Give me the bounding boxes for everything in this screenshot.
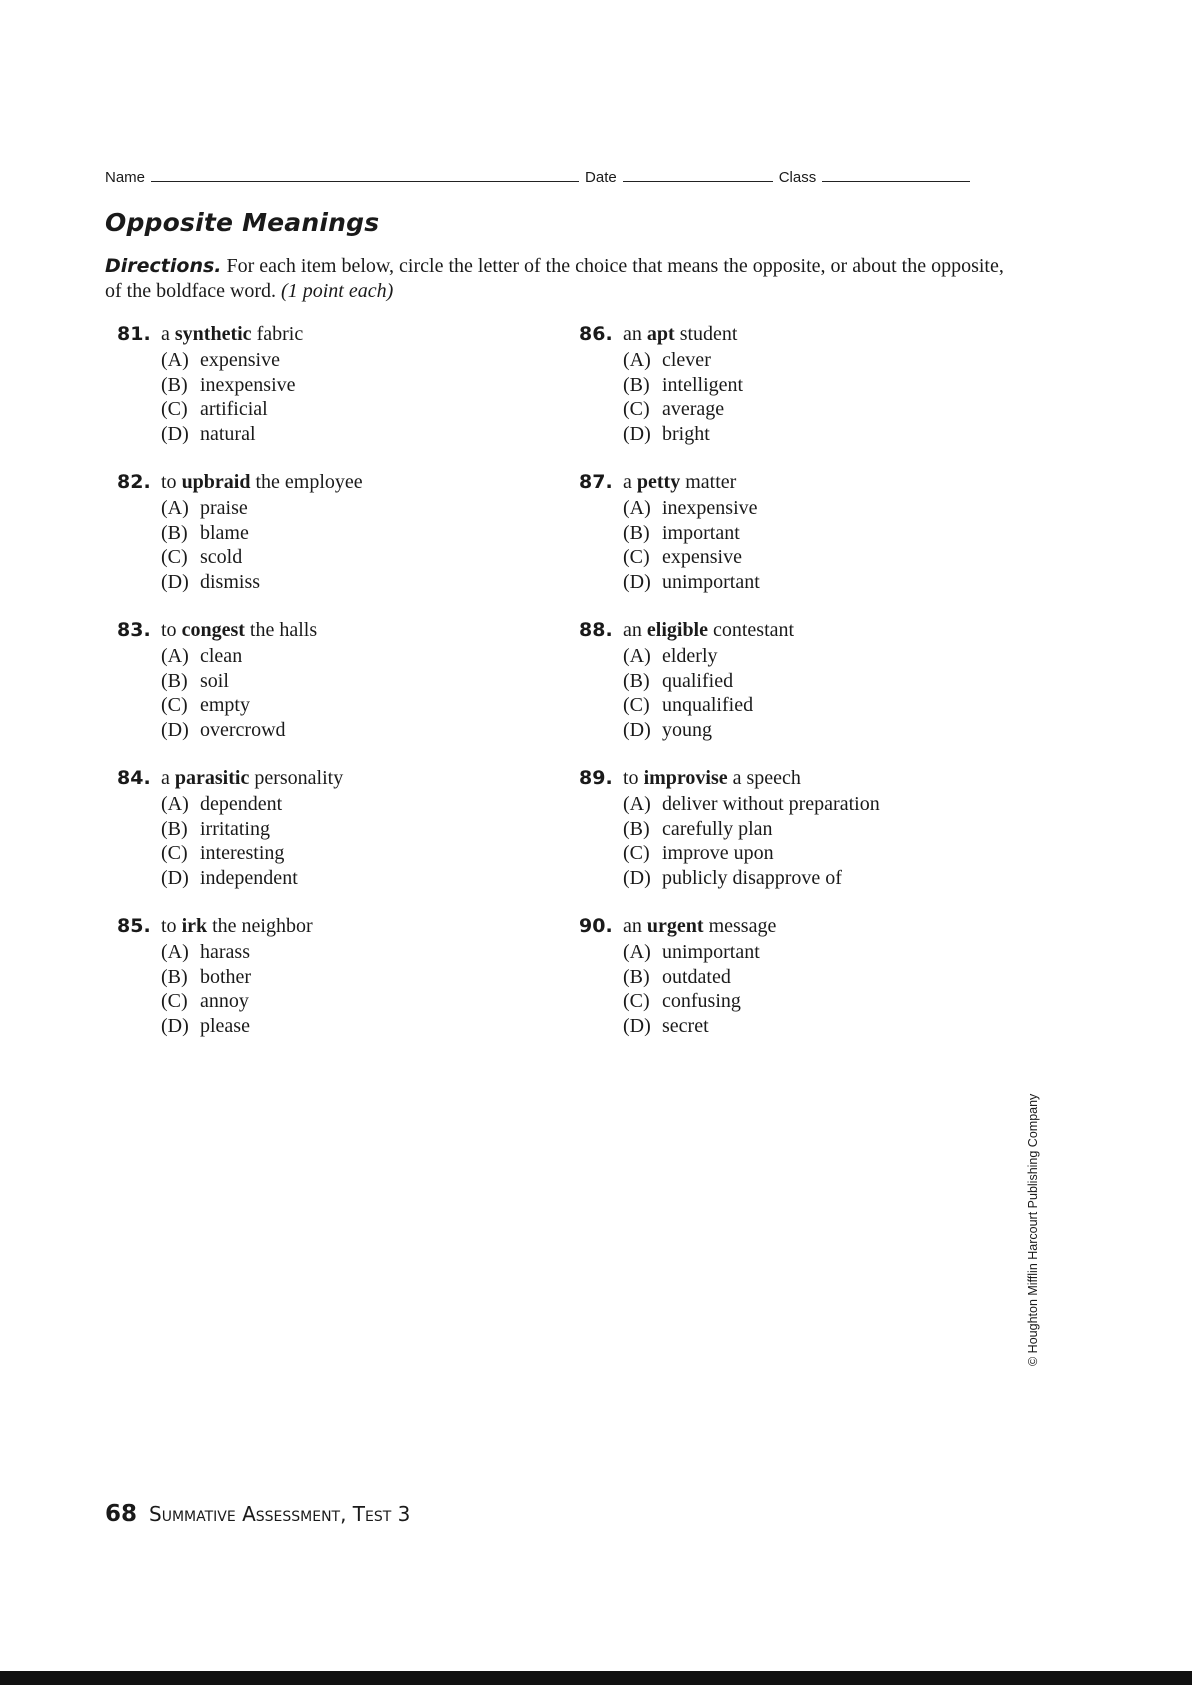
question-number: 89. — [579, 767, 613, 789]
prompt-tail: the neighbor — [212, 915, 313, 937]
option-text: deliver without preparation — [662, 793, 880, 815]
question-number: 85. — [117, 915, 151, 937]
boldface-word: congest — [181, 619, 245, 641]
answer-option[interactable] — [623, 792, 1019, 817]
answer-option[interactable] — [161, 545, 557, 570]
option-letter[interactable]: (C) — [623, 842, 650, 865]
option-letter[interactable]: (D) — [623, 422, 651, 445]
option-text: confusing — [662, 990, 741, 1013]
option-letter[interactable]: (B) — [623, 373, 650, 396]
option-text: expensive — [662, 546, 742, 569]
option-letter[interactable]: (B) — [623, 965, 650, 988]
prompt-lead: to — [161, 619, 177, 641]
answer-option[interactable] — [623, 718, 1019, 743]
copyright-notice: © Houghton Mifflin Harcourt Publishing Company — [1026, 1093, 1040, 1366]
prompt-tail: student — [679, 323, 738, 345]
option-letter[interactable]: (B) — [161, 373, 188, 396]
option-letter[interactable]: (C) — [161, 842, 188, 865]
option-text: interesting — [200, 842, 285, 865]
option-letter[interactable]: (C) — [161, 990, 188, 1013]
class-field-line[interactable] — [822, 181, 970, 182]
option-letter[interactable]: (C) — [161, 694, 188, 717]
question-item — [579, 912, 1019, 1060]
option-letter[interactable]: (A) — [161, 793, 189, 815]
question-number: 81. — [117, 323, 151, 345]
answer-option[interactable] — [623, 373, 1019, 398]
answer-option[interactable] — [161, 866, 557, 891]
question-item — [117, 468, 557, 616]
question-prompt — [117, 764, 557, 792]
option-text: bother — [200, 965, 252, 988]
option-letter[interactable]: (B) — [161, 669, 188, 692]
option-letter[interactable]: (A) — [623, 349, 651, 371]
answer-options — [117, 496, 557, 594]
prompt-tail: matter — [685, 471, 737, 493]
option-letter[interactable]: (D) — [623, 866, 651, 889]
option-text: artificial — [200, 398, 268, 421]
answer-options — [579, 792, 1019, 890]
answer-option[interactable] — [161, 989, 557, 1014]
option-text: dependent — [200, 793, 283, 815]
option-text: inexpensive — [662, 497, 758, 519]
answer-option[interactable] — [623, 348, 1019, 373]
boldface-word: improvise — [643, 767, 728, 789]
prompt-lead: a — [161, 323, 170, 345]
answer-option[interactable] — [161, 422, 557, 447]
question-item — [579, 764, 1019, 912]
option-letter[interactable]: (D) — [161, 866, 189, 889]
option-text: unqualified — [662, 694, 754, 717]
option-letter[interactable]: (D) — [623, 718, 651, 741]
option-letter[interactable]: (C) — [623, 990, 650, 1013]
boldface-word: irk — [181, 915, 208, 937]
answer-option[interactable] — [161, 669, 557, 694]
answer-option[interactable] — [161, 940, 557, 965]
answer-options — [117, 644, 557, 742]
option-text: soil — [200, 669, 229, 692]
prompt-lead: an — [623, 915, 642, 937]
prompt-lead: to — [161, 915, 177, 937]
answer-option[interactable] — [623, 570, 1019, 595]
question-prompt — [117, 616, 557, 644]
option-text: elderly — [662, 645, 718, 667]
question-prompt — [579, 616, 1019, 644]
prompt-lead: to — [161, 471, 177, 493]
answer-option[interactable] — [161, 521, 557, 546]
answer-option[interactable] — [161, 496, 557, 521]
option-text: harass — [200, 941, 250, 963]
question-number: 82. — [117, 471, 151, 493]
option-letter[interactable]: (A) — [623, 793, 651, 815]
option-letter[interactable]: (B) — [623, 521, 650, 544]
bottom-scan-edge — [0, 1671, 1192, 1685]
option-text: carefully plan — [662, 817, 773, 840]
date-field-line[interactable] — [623, 181, 773, 182]
answer-options — [117, 792, 557, 890]
option-text: annoy — [200, 990, 249, 1013]
option-text: overcrowd — [200, 718, 286, 741]
question-item — [117, 616, 557, 764]
option-text: improve upon — [662, 842, 774, 865]
answer-option[interactable] — [623, 693, 1019, 718]
answer-option[interactable] — [623, 866, 1019, 891]
directions-text: For each item below, circle the letter of the choice that means the opposite, or about the opposite, of the boldface word. — [105, 255, 1004, 302]
page-title: Opposite Meanings — [105, 208, 380, 237]
question-item — [579, 468, 1019, 616]
option-letter[interactable]: (A) — [161, 497, 189, 519]
footer-title: Summative Assessment, Test 3 — [149, 1502, 411, 1526]
option-text: bright — [662, 422, 710, 445]
option-text: unimportant — [662, 570, 760, 593]
name-field-line[interactable] — [151, 181, 579, 182]
questions-right-column — [579, 320, 1019, 1060]
answer-option[interactable] — [623, 669, 1019, 694]
answer-option[interactable] — [623, 965, 1019, 990]
answer-option[interactable] — [623, 940, 1019, 965]
option-text: please — [200, 1014, 250, 1037]
option-text: expensive — [200, 349, 280, 371]
page-footer — [105, 1501, 410, 1527]
option-text: average — [662, 398, 725, 421]
directions-note: (1 point each) — [281, 280, 394, 302]
question-item — [117, 912, 557, 1060]
prompt-tail: a speech — [732, 767, 801, 789]
answer-option[interactable] — [623, 817, 1019, 842]
question-number: 88. — [579, 619, 613, 641]
questions-left-column — [117, 320, 557, 1060]
date-label: Date — [585, 169, 617, 186]
option-text: clever — [662, 349, 711, 371]
answer-options — [579, 940, 1019, 1038]
answer-option[interactable] — [161, 817, 557, 842]
question-item — [117, 764, 557, 912]
boldface-word: eligible — [646, 619, 708, 641]
option-letter[interactable]: (D) — [161, 718, 189, 741]
question-prompt — [579, 764, 1019, 792]
answer-option[interactable] — [161, 397, 557, 422]
prompt-tail: contestant — [713, 619, 795, 641]
question-prompt — [579, 468, 1019, 496]
question-item — [117, 320, 557, 468]
question-number: 87. — [579, 471, 613, 493]
option-text: independent — [200, 866, 298, 889]
prompt-tail: the halls — [249, 619, 318, 641]
question-number: 83. — [117, 619, 151, 641]
option-letter[interactable]: (C) — [623, 694, 650, 717]
option-letter[interactable]: (A) — [161, 645, 189, 667]
option-letter[interactable]: (D) — [161, 570, 189, 593]
question-item — [579, 320, 1019, 468]
answer-option[interactable] — [161, 644, 557, 669]
answer-option[interactable] — [161, 693, 557, 718]
option-letter[interactable]: (B) — [161, 965, 188, 988]
option-text: natural — [200, 422, 256, 445]
question-prompt — [579, 320, 1019, 348]
answer-options — [579, 496, 1019, 594]
answer-option[interactable] — [623, 644, 1019, 669]
question-prompt — [579, 912, 1019, 940]
option-text: praise — [200, 497, 248, 519]
answer-option[interactable] — [161, 348, 557, 373]
answer-options — [579, 644, 1019, 742]
answer-option[interactable] — [623, 521, 1019, 546]
header-fields — [105, 162, 981, 186]
option-text: secret — [662, 1014, 709, 1037]
question-number: 90. — [579, 915, 613, 937]
boldface-word: petty — [636, 471, 681, 493]
option-letter[interactable]: (C) — [161, 546, 188, 569]
boldface-word: upbraid — [181, 471, 251, 493]
name-label: Name — [105, 169, 146, 186]
option-text: important — [662, 521, 740, 544]
option-text: dismiss — [200, 570, 261, 593]
page-number: 68 — [105, 1501, 138, 1527]
question-number: 86. — [579, 323, 613, 345]
option-letter[interactable]: (B) — [623, 817, 650, 840]
option-letter[interactable]: (A) — [623, 497, 651, 519]
option-text: empty — [200, 694, 250, 717]
question-number: 84. — [117, 767, 151, 789]
answer-option[interactable] — [161, 1014, 557, 1039]
option-letter[interactable]: (D) — [161, 1014, 189, 1037]
answer-options — [117, 348, 557, 446]
directions — [105, 254, 1005, 304]
prompt-lead: an — [623, 323, 642, 345]
option-letter[interactable]: (A) — [161, 941, 189, 963]
answer-option[interactable] — [161, 965, 557, 990]
answer-option[interactable] — [623, 989, 1019, 1014]
answer-option[interactable] — [161, 718, 557, 743]
option-text: scold — [200, 546, 243, 569]
option-letter[interactable]: (B) — [623, 669, 650, 692]
answer-option[interactable] — [623, 1014, 1019, 1039]
option-letter[interactable]: (A) — [161, 349, 189, 371]
answer-option[interactable] — [623, 397, 1019, 422]
boldface-word: urgent — [646, 915, 704, 937]
question-prompt — [117, 468, 557, 496]
prompt-lead: a — [623, 471, 632, 493]
answer-option[interactable] — [623, 422, 1019, 447]
question-item — [579, 616, 1019, 764]
boldface-word: parasitic — [174, 767, 250, 789]
option-letter[interactable]: (D) — [161, 422, 189, 445]
option-letter[interactable]: (B) — [161, 817, 188, 840]
option-text: young — [662, 718, 712, 741]
option-text: qualified — [662, 669, 734, 692]
option-letter[interactable]: (A) — [623, 645, 651, 667]
question-prompt — [117, 912, 557, 940]
answer-option[interactable] — [161, 792, 557, 817]
answer-options — [579, 348, 1019, 446]
option-text: inexpensive — [200, 373, 296, 396]
answer-options — [117, 940, 557, 1038]
answer-option[interactable] — [623, 545, 1019, 570]
prompt-tail: fabric — [256, 323, 304, 345]
option-text: outdated — [662, 965, 731, 988]
prompt-lead: a — [161, 767, 170, 789]
directions-lead: Directions. — [105, 255, 222, 277]
option-letter[interactable]: (C) — [161, 398, 188, 421]
option-letter[interactable]: (C) — [623, 546, 650, 569]
answer-option[interactable] — [623, 496, 1019, 521]
option-text: blame — [200, 521, 249, 544]
prompt-lead: to — [623, 767, 639, 789]
option-letter[interactable]: (C) — [623, 398, 650, 421]
prompt-tail: the employee — [255, 471, 363, 493]
option-text: irritating — [200, 817, 270, 840]
boldface-word: apt — [646, 323, 675, 345]
answer-option[interactable] — [161, 373, 557, 398]
option-letter[interactable]: (B) — [161, 521, 188, 544]
boldface-word: synthetic — [174, 323, 252, 345]
option-letter[interactable]: (A) — [623, 941, 651, 963]
option-text: intelligent — [662, 373, 744, 396]
option-letter[interactable]: (D) — [623, 1014, 651, 1037]
question-prompt — [117, 320, 557, 348]
option-letter[interactable]: (D) — [623, 570, 651, 593]
prompt-tail: message — [708, 915, 777, 937]
answer-option[interactable] — [161, 841, 557, 866]
answer-option[interactable] — [623, 841, 1019, 866]
option-text: unimportant — [662, 941, 760, 963]
option-text: clean — [200, 645, 243, 667]
answer-option[interactable] — [161, 570, 557, 595]
prompt-lead: an — [623, 619, 642, 641]
prompt-tail: personality — [254, 767, 344, 789]
option-text: publicly disapprove of — [662, 866, 842, 889]
class-label: Class — [778, 169, 817, 186]
